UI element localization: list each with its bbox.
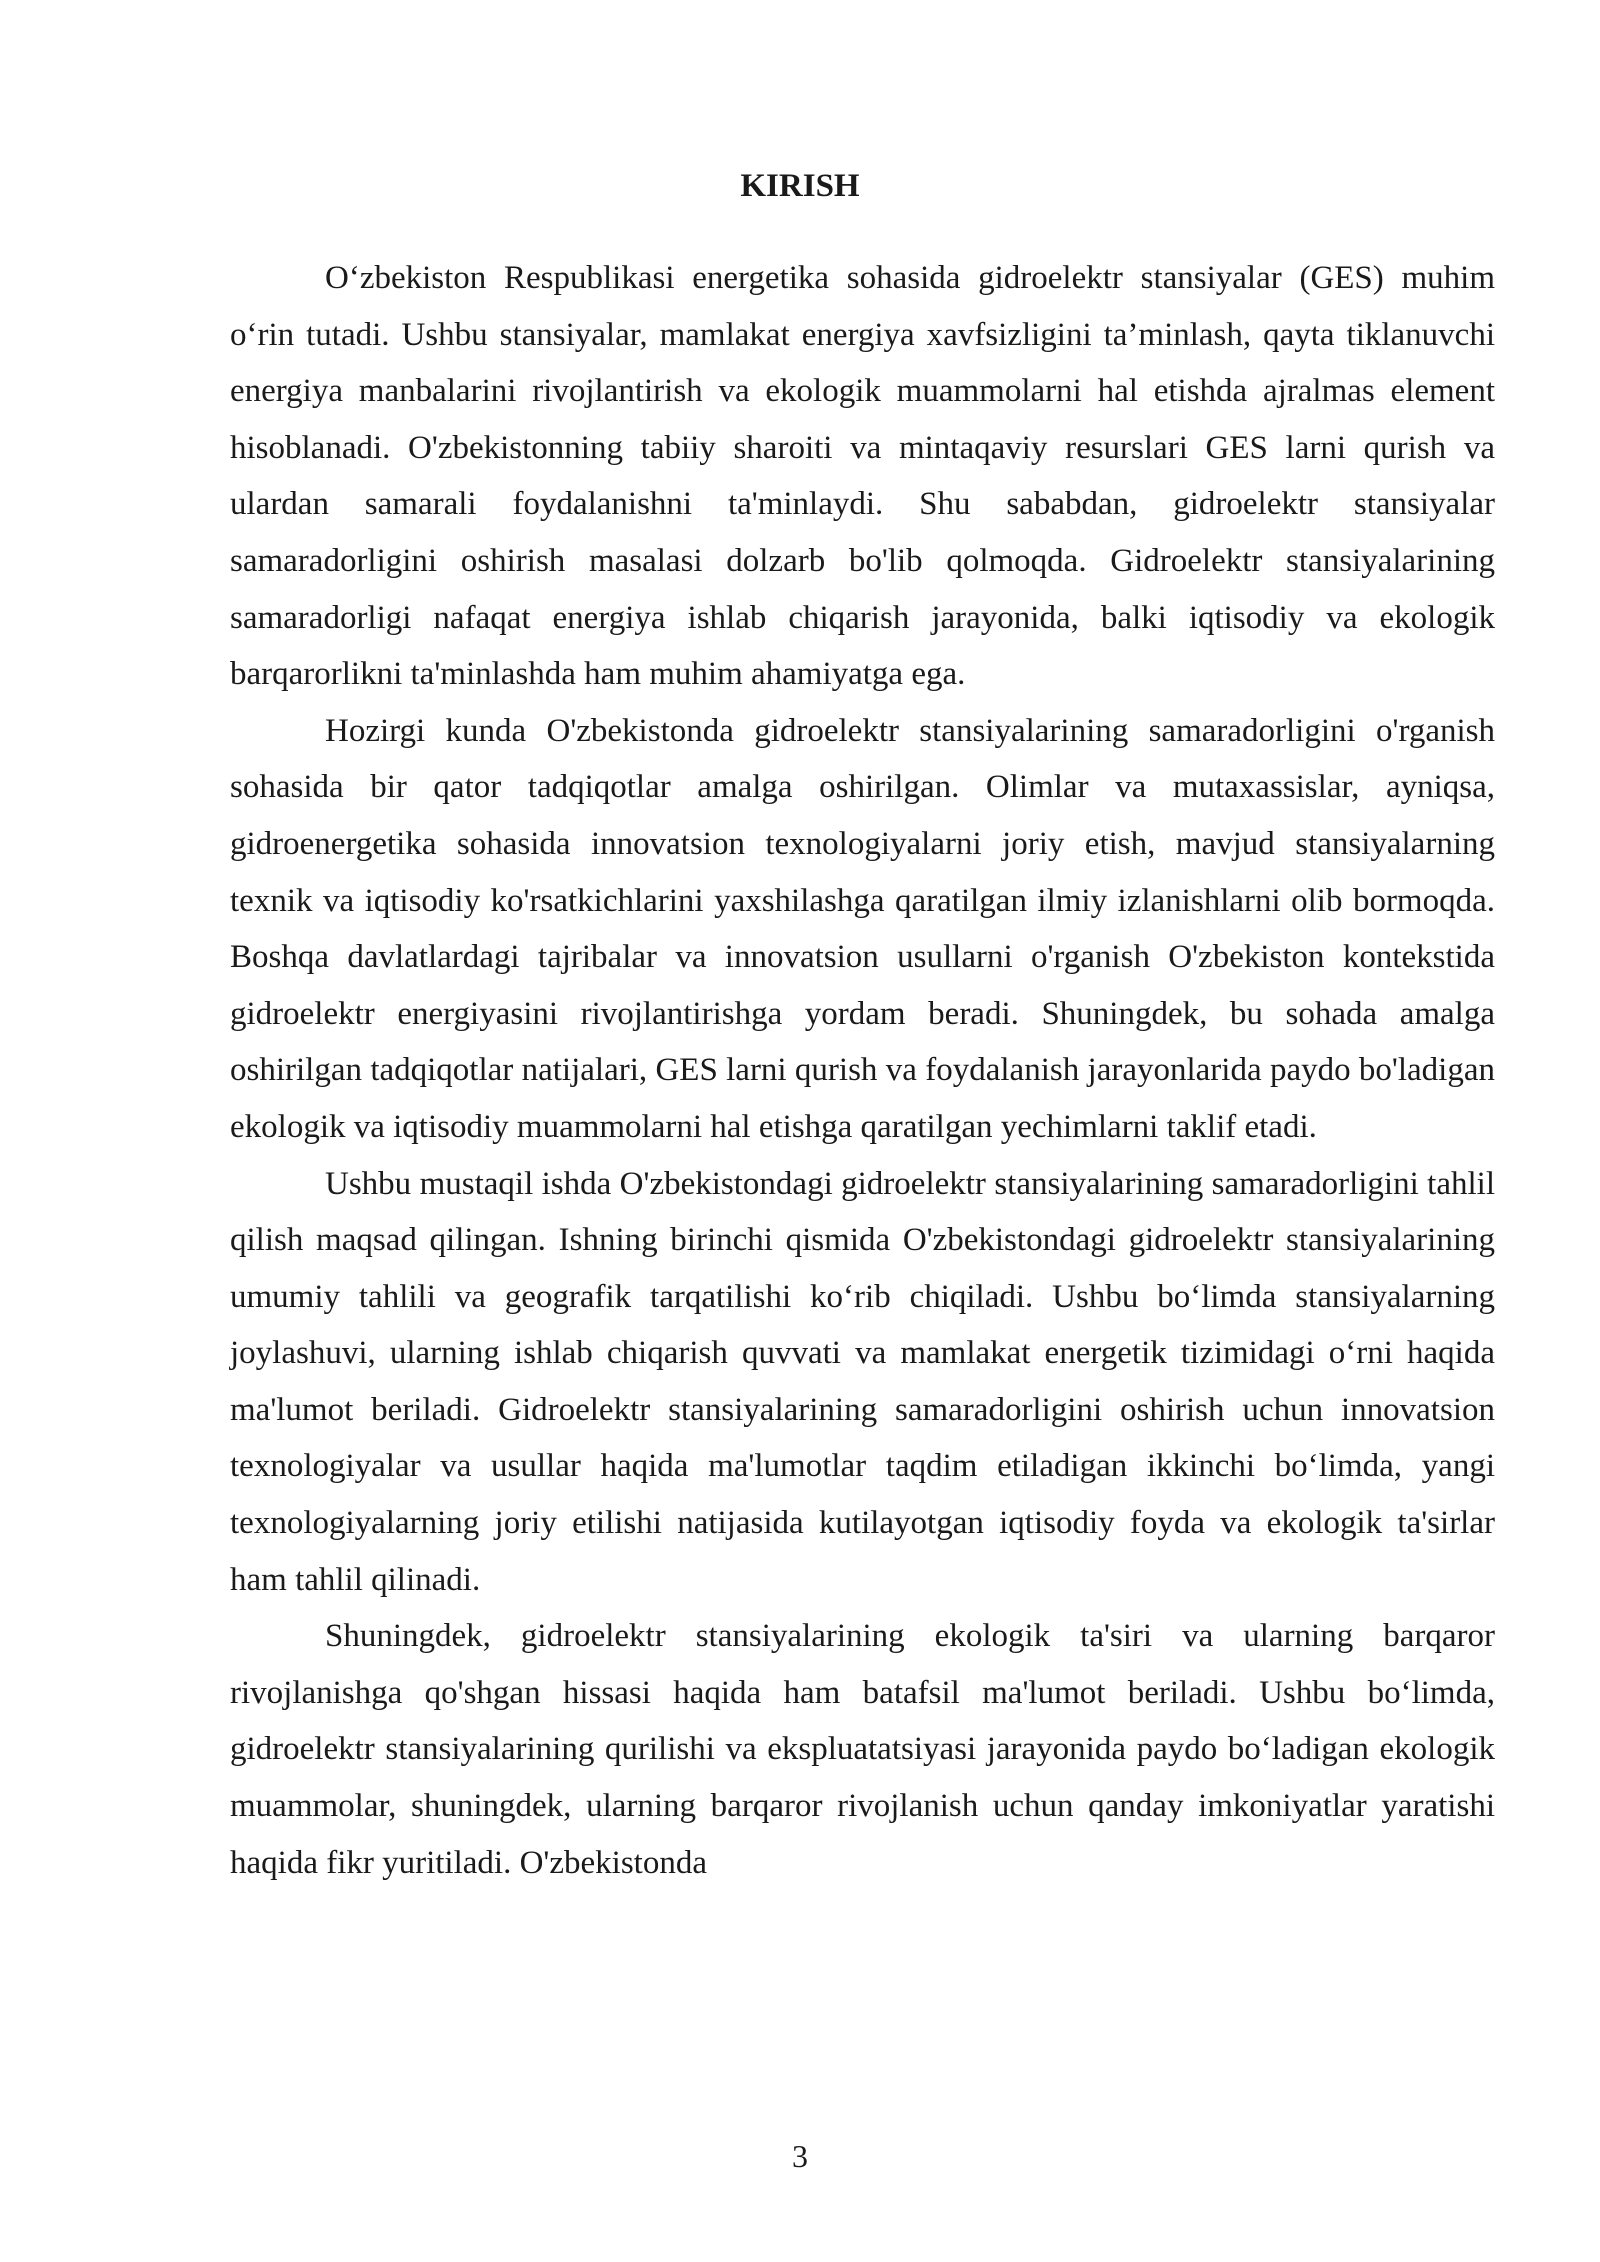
paragraph: Shuningdek, gidroelektr stansiyalarining ekologik ta'siri va ularning barqaror rivojlanishga qo'shgan hissasi haqida ham batafsil ma'lumot beriladi. Ushbu bo‘limda, gidroelektr stansiyalarining qurilishi va ekspluatatsiyasi jarayonida paydo bo‘ladigan ekologik muammolar, shuningdek, ularning barqaror rivojlanish uchun qanday imkoniyatlar yaratishi haqida fikr yuritiladi. O'zbekistonda [230,1618,1495,1881]
paragraph: Ushbu mustaqil ishda O'zbekistondagi gidroelektr stansiyalarining samaradorligini tahlil qilish maqsad qilingan. Ishning birinchi qismida O'zbekistondagi gidroelektr stansiyalarining umumiy tahlili va geografik tarqatilishi ko‘rib chiqiladi. Ushbu bo‘limda stansiyalarning joylashuvi, ularning ishlab chiqarish quvvati va mamlakat energetik tizimidagi o‘rni haqida ma'lumot beriladi. Gidroelektr stansiyalarining samaradorligini oshirish uchun innovatsion texnologiyalar va usullar haqida ma'lumotlar taqdim etiladigan ikkinchi bo‘limda, yangi texnologiyalarning joriy etilishi natijasida kutilayotgan iqtisodiy foyda va ekologik ta'sirlar ham tahlil qilinadi. [230,1165,1495,1598]
page-number: 3 [792,2138,808,2174]
body-text [230,250,1495,1891]
section-heading: KIRISH [740,168,860,204]
paragraph: O‘zbekiston Respublikasi energetika sohasida gidroelektr stansiyalar (GES) muhim o‘rin tutadi. Ushbu stansiyalar, mamlakat energiya xavfsizligini ta’minlash, qayta tiklanuvchi energiya manbalarini rivojlantirish va ekologik muammolarni hal etishda ajralmas element hisoblanadi. O'zbekistonning tabiiy sharoiti va mintaqaviy resurslari GES larni qurish va ulardan samarali foydalanishni ta'minlaydi. Shu sababdan, gidroelektr stansiyalar samaradorligini oshirish masalasi dolzarb bo'lib qolmoqda. Gidroelektr stansiyalarining samaradorligi nafaqat energiya ishlab chiqarish jarayonida, balki iqtisodiy va ekologik barqarorlikni ta'minlashda ham muhim ahamiyatga ega. [230,260,1495,693]
paragraph: Hozirgi kunda O'zbekistonda gidroelektr stansiyalarining samaradorligini o'rganish sohasida bir qator tadqiqotlar amalga oshirilgan. Olimlar va mutaxassislar, ayniqsa, gidroenergetika sohasida innovatsion texnologiyalarni joriy etish, mavjud stansiyalarning texnik va iqtisodiy ko'rsatkichlarini yaxshilashga qaratilgan ilmiy izlanishlarni olib bormoqda. Boshqa davlatlardagi tajribalar va innovatsion usullarni o'rganish O'zbekiston kontekstida gidroelektr energiyasini rivojlantirishga yordam beradi. Shuningdek, bu sohada amalga oshirilgan tadqiqotlar natijalari, GES larni qurish va foydalanish jarayonlarida paydo bo'ladigan ekologik va iqtisodiy muammolarni hal etishga qaratilgan yechimlarni taklif etadi. [230,712,1495,1145]
